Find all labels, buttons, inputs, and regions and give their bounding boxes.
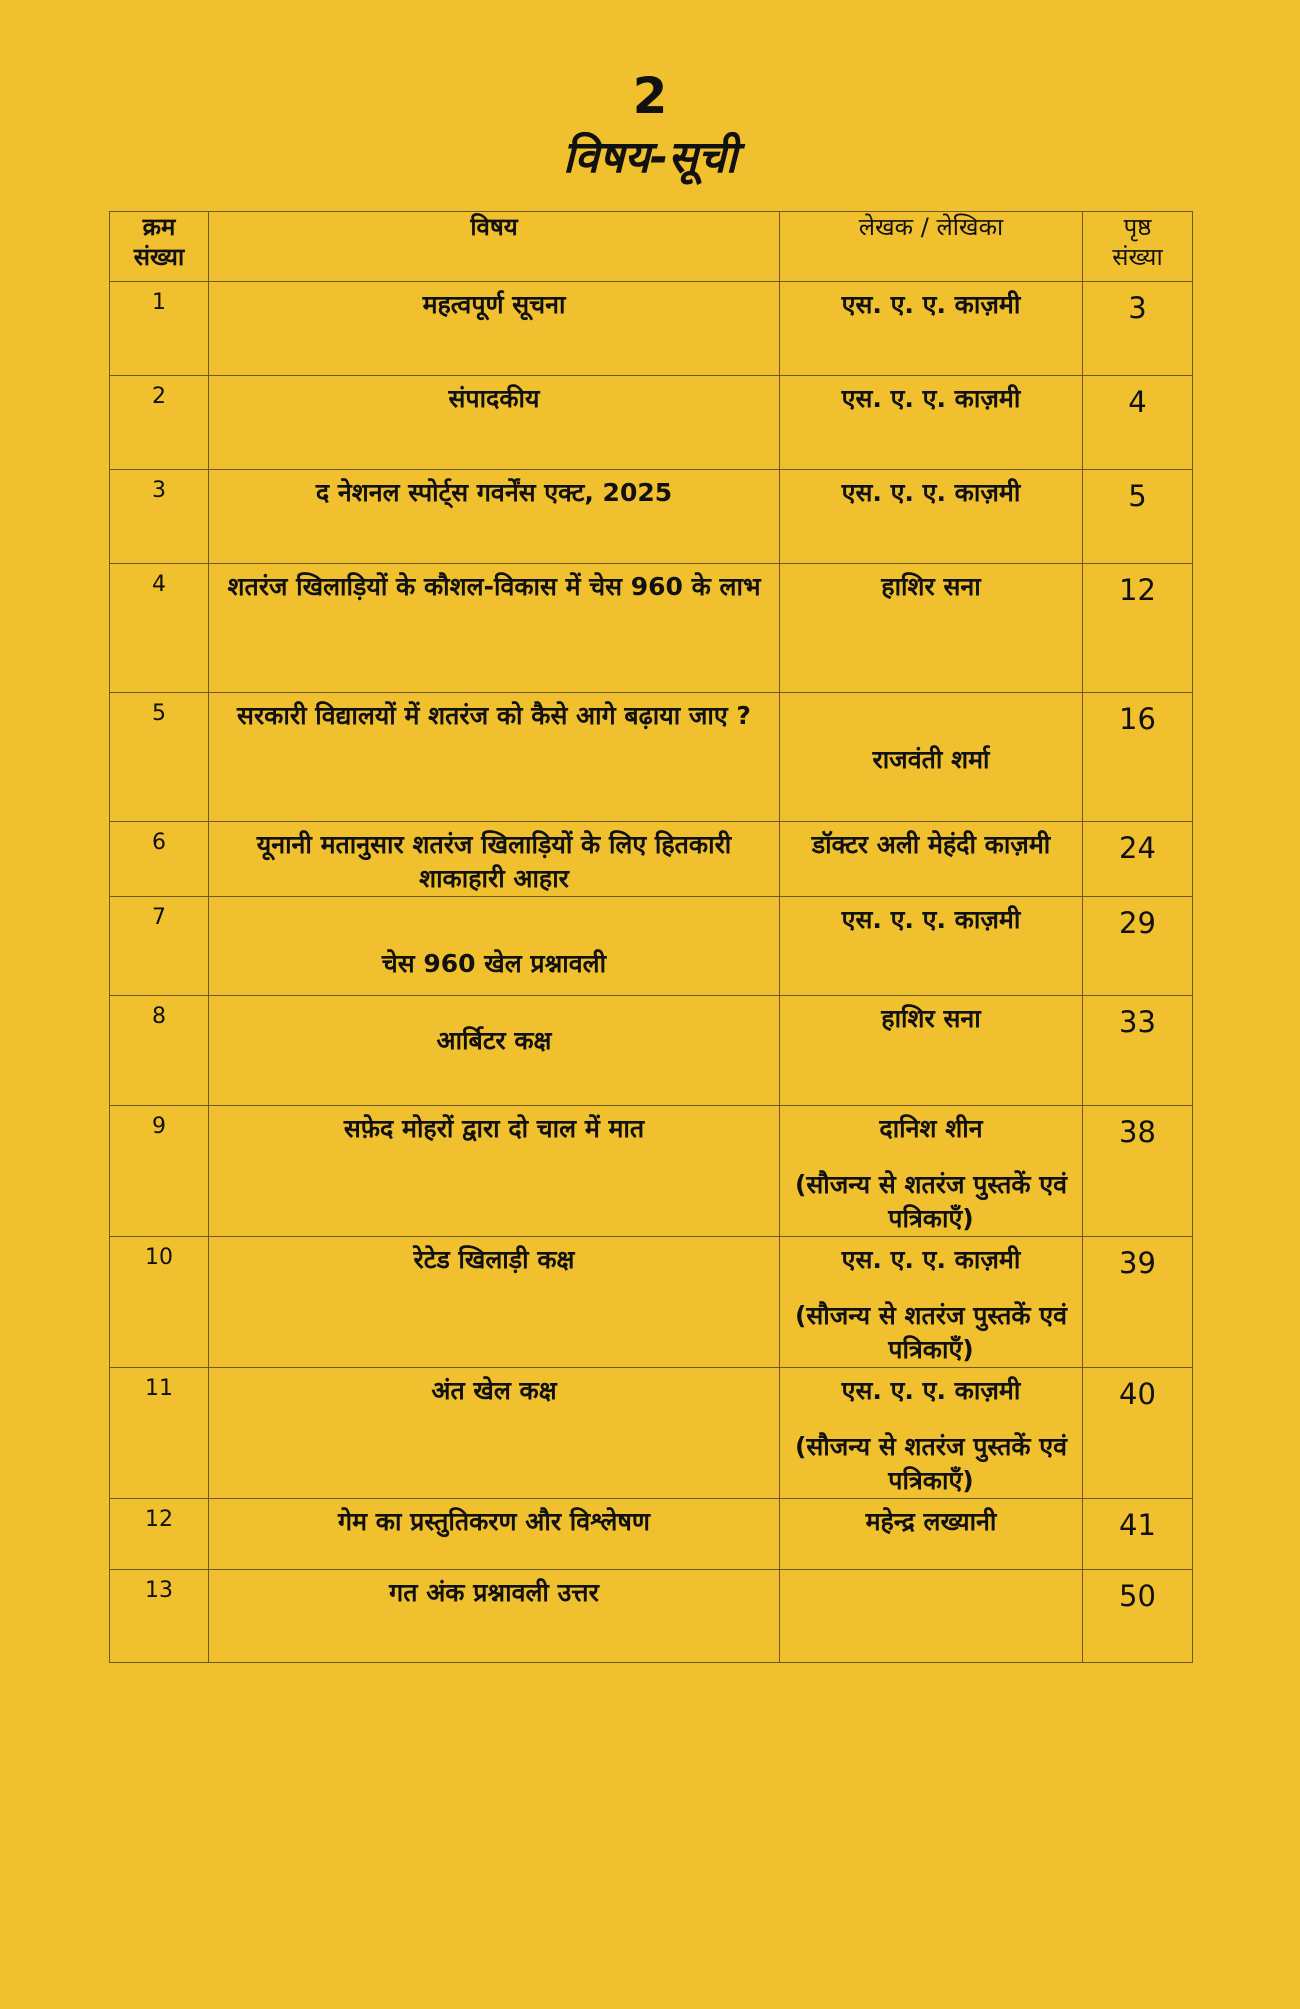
header-page-line1: पृष्ठ — [1123, 213, 1152, 241]
row-subject: महत्वपूर्ण सूचना — [209, 282, 780, 376]
row-author: राजवंती शर्मा — [872, 745, 990, 774]
page-number: 2 — [632, 67, 668, 125]
row-author-cell — [780, 693, 1083, 822]
row-subject: गत अंक प्रश्नावली उत्तर — [209, 1570, 780, 1663]
header-subject: विषय — [209, 212, 780, 282]
row-subject: सफ़ेद मोहरों द्वारा दो चाल में मात — [209, 1106, 780, 1237]
row-author: हाशिर सना — [780, 564, 1083, 693]
table-row — [110, 996, 1193, 1106]
page-title: विषय-सूची — [562, 132, 738, 183]
row-page: 16 — [1083, 693, 1193, 822]
row-author — [780, 1570, 1083, 1663]
header-serial — [110, 212, 209, 282]
table-row — [110, 1106, 1193, 1237]
row-credit: (सौजन्य से शतरंज पुस्तकें एवं पत्रिकाएँ) — [794, 1432, 1068, 1495]
row-subject: आर्बिटर कक्ष — [436, 1026, 552, 1055]
row-serial: 10 — [110, 1237, 209, 1368]
row-serial: 11 — [110, 1368, 209, 1499]
row-subject: गेम का प्रस्तुतिकरण और विश्लेषण — [209, 1499, 780, 1570]
header-author: लेखक / लेखिका — [780, 212, 1083, 282]
row-serial: 1 — [110, 282, 209, 376]
row-author-cell — [780, 1368, 1083, 1499]
table-row — [110, 822, 1193, 897]
header-page-line2: संख्या — [1112, 243, 1163, 271]
row-page: 38 — [1083, 1106, 1193, 1237]
row-page: 3 — [1083, 282, 1193, 376]
row-serial: 9 — [110, 1106, 209, 1237]
row-subject: सरकारी विद्यालयों में शतरंज को कैसे आगे बढ़ाया जाए ? — [209, 693, 780, 822]
table-row — [110, 1237, 1193, 1368]
row-page: 12 — [1083, 564, 1193, 693]
subject-spacer — [223, 1002, 765, 1024]
row-subject: अंत खेल कक्ष — [209, 1368, 780, 1499]
contents-table — [109, 211, 1193, 1663]
table-row — [110, 1499, 1193, 1570]
table-header-row — [110, 212, 1193, 282]
row-author: हाशिर सना — [780, 996, 1083, 1106]
row-page: 24 — [1083, 822, 1193, 897]
row-serial: 3 — [110, 470, 209, 564]
table-row — [110, 376, 1193, 470]
header-page — [1083, 212, 1193, 282]
row-serial: 12 — [110, 1499, 209, 1570]
row-author: एस. ए. ए. काज़मी — [841, 1376, 1021, 1405]
row-author-cell — [780, 1237, 1083, 1368]
row-page: 5 — [1083, 470, 1193, 564]
header-serial-line1: क्रम — [142, 213, 176, 241]
row-serial: 4 — [110, 564, 209, 693]
row-author-cell — [780, 1106, 1083, 1237]
row-serial: 7 — [110, 897, 209, 996]
row-serial: 5 — [110, 693, 209, 822]
row-subject: द नेशनल स्पोर्ट्स गवर्नेंस एक्ट, 2025 — [209, 470, 780, 564]
row-page: 39 — [1083, 1237, 1193, 1368]
author-spacer — [788, 699, 1074, 743]
row-author: एस. ए. ए. काज़मी — [780, 376, 1083, 470]
row-author: डॉक्टर अली मेहंदी काज़मी — [780, 822, 1083, 897]
row-page: 50 — [1083, 1570, 1193, 1663]
table-row — [110, 564, 1193, 693]
table-row — [110, 282, 1193, 376]
row-author: महेन्द्र लख्यानी — [780, 1499, 1083, 1570]
row-serial: 2 — [110, 376, 209, 470]
row-page: 4 — [1083, 376, 1193, 470]
subject-spacer — [223, 903, 765, 947]
row-subject: चेस 960 खेल प्रश्नावली — [381, 949, 607, 978]
row-author: एस. ए. ए. काज़मी — [780, 470, 1083, 564]
row-page: 40 — [1083, 1368, 1193, 1499]
row-author: एस. ए. ए. काज़मी — [780, 897, 1083, 996]
row-author: दानिश शीन — [879, 1114, 983, 1143]
table-row — [110, 1368, 1193, 1499]
table-row — [110, 470, 1193, 564]
row-page: 33 — [1083, 996, 1193, 1106]
row-serial: 6 — [110, 822, 209, 897]
row-subject: रेटेड खिलाड़ी कक्ष — [209, 1237, 780, 1368]
row-subject-cell — [209, 996, 780, 1106]
header-serial-line2: संख्या — [133, 243, 185, 271]
row-author: एस. ए. ए. काज़मी — [841, 1245, 1021, 1274]
row-page: 41 — [1083, 1499, 1193, 1570]
row-subject-cell — [209, 897, 780, 996]
row-subject: यूनानी मतानुसार शतरंज खिलाड़ियों के लिए हितकारी शाकाहारी आहार — [209, 822, 780, 897]
table-row — [110, 1570, 1193, 1663]
row-page: 29 — [1083, 897, 1193, 996]
row-credit: (सौजन्य से शतरंज पुस्तकें एवं पत्रिकाएँ) — [794, 1170, 1068, 1233]
table-row — [110, 897, 1193, 996]
row-subject: शतरंज खिलाड़ियों के कौशल-विकास में चेस 960 के लाभ — [209, 564, 780, 693]
row-author: एस. ए. ए. काज़मी — [780, 282, 1083, 376]
row-subject: संपादकीय — [209, 376, 780, 470]
row-credit: (सौजन्य से शतरंज पुस्तकें एवं पत्रिकाएँ) — [794, 1301, 1068, 1364]
row-serial: 13 — [110, 1570, 209, 1663]
row-serial: 8 — [110, 996, 209, 1106]
table-row — [110, 693, 1193, 822]
